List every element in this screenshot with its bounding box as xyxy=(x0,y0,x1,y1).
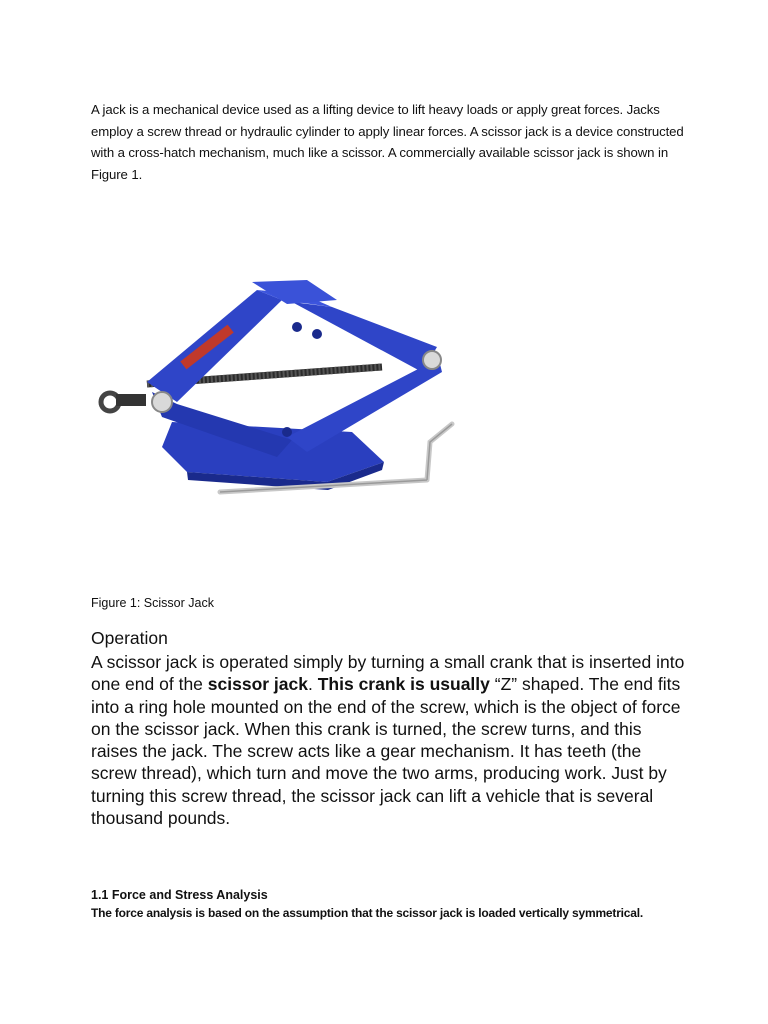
operation-heading: Operation xyxy=(91,628,168,648)
scissor-jack-image xyxy=(92,272,462,512)
operation-bold-2: This crank is usually xyxy=(317,674,490,695)
intro-paragraph: A jack is a mechanical device used as a lifting device to lift heavy loads or apply great forces. Jacks employ a screw thread or hydraulic cylinder to apply linear forces. A scissor jack is a device constructed with a cross-hatch mechanism, much like a scissor. A commercially available scissor jack is shown in Figure 1. xyxy=(91,102,684,182)
operation-bold-1: scissor jack xyxy=(207,674,308,695)
section-heading: 1.1 Force and Stress Analysis xyxy=(91,888,268,902)
jack-pivot-left xyxy=(152,392,172,412)
operation-text-1: A scissor jack is operated simply by turning a small crank that is inserted into one end of the xyxy=(91,652,685,695)
section-paragraph: The force analysis is based on the assumption that the scissor jack is loaded vertically symmetrical. xyxy=(91,906,644,920)
jack-pivot-right xyxy=(423,351,441,369)
figure-caption: Figure 1: Scissor Jack xyxy=(91,596,214,610)
operation-text-3: “Z” shaped. The end fits into a ring hole mounted on the end of the screw, which is the object of force on the scissor jack. When this crank is turned, the screw turns, and this raises the jack. The screw acts like a gear mechanism. It has teeth (the screw thread), which turn and move the two arms, producing work. Just by turning this screw thread, the scissor jack can lift a vehicle that is several thousand pounds. xyxy=(91,674,681,829)
operation-paragraph xyxy=(91,651,691,829)
operation-text-2: . xyxy=(308,674,318,695)
